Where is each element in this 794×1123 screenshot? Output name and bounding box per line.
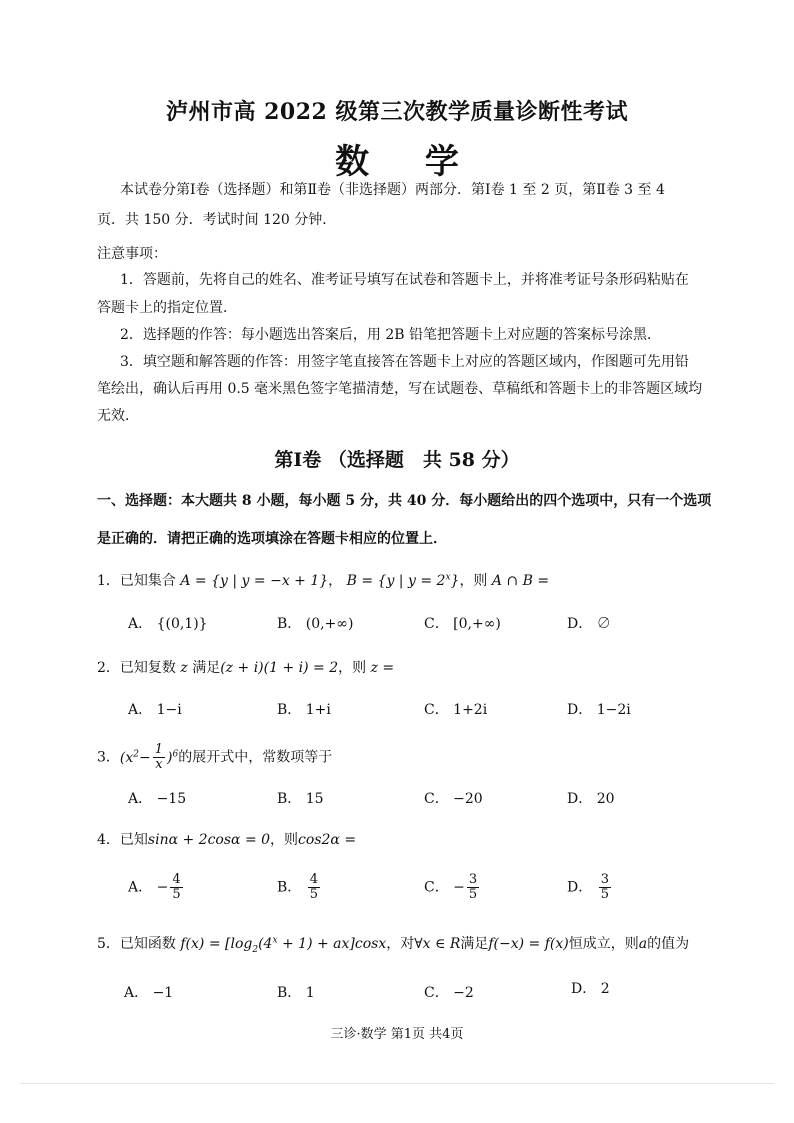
math-expression: A = {y | y = −x + 1} xyxy=(180,573,329,589)
notice-item-3: 3．填空题和解答题的作答：用签字笔直接答在答题卡上对应的答题区域内，作图题可先用铅 xyxy=(120,354,689,370)
option-a[interactable]: A． 1−i xyxy=(128,702,182,718)
option-a[interactable]: A． {(0,1)} xyxy=(128,616,208,632)
question-5: 5．已知函数 $f(x) = [\log_2(4^x + 1) + ax]\cos x$，对∀x ∈ R满足f(−x) = f(x)恒成立，则a的值为 xyxy=(97,935,690,955)
option-c[interactable]: C． −2 xyxy=(424,985,474,1001)
option-d[interactable]: D． 20 xyxy=(567,791,615,807)
option-d[interactable]: D． ∅ xyxy=(567,616,611,632)
question-number: 4． xyxy=(97,832,120,848)
fraction: $\frac{4}{5}$ xyxy=(309,872,319,902)
option-b[interactable]: B． 15 xyxy=(277,791,324,807)
page-footer: 三诊·数学 第1页 共4页 xyxy=(330,1027,464,1042)
option-b[interactable]: B． 1 xyxy=(277,985,315,1001)
option-b[interactable]: B． 1+i xyxy=(277,702,331,718)
fraction: $\frac{4}{5}$ xyxy=(172,872,181,902)
option-a[interactable]: A． − $\frac{4}{5}$ xyxy=(128,872,181,902)
question-1: 1．已知集合 A = {y | y = −x + 1}， B = {y | $y = 2^x$}，则 A ∩ B = xyxy=(97,572,550,589)
math-expression: ($x^2-$ $\frac{1}{x}$ )$^6$ xyxy=(119,742,179,772)
math-expression: (z + i)(1 + i) = 2 xyxy=(220,660,339,676)
question-2: 2．已知复数 z 满足(z + i)(1 + i) = 2，则 z = xyxy=(97,660,395,676)
option-d[interactable]: D． $\frac{3}{5}$ xyxy=(567,872,609,902)
option-d[interactable]: D． 2 xyxy=(571,981,610,997)
option-b[interactable]: B． $\frac{4}{5}$ xyxy=(277,872,319,902)
question-number: 3． xyxy=(97,749,120,766)
intro-line-1: 本试卷分第Ⅰ卷（选择题）和第Ⅱ卷（非选择题）两部分．第Ⅰ卷 1 至 2 页，第Ⅱ卷 3 至 4 xyxy=(120,182,665,198)
math-expression: z xyxy=(180,660,188,676)
scan-edge-divider xyxy=(20,1083,774,1084)
question-3: 3．($x^2-$ $\frac{1}{x}$ )$^6$的展开式中，常数项等于 xyxy=(97,742,333,772)
option-c[interactable]: C． − $\frac{3}{5}$ xyxy=(424,872,478,902)
math-expression: A ∩ B = xyxy=(491,573,550,589)
notice-item-1-cont: 答题卡上的指定位置． xyxy=(97,300,237,316)
intro-line-2: 页．共 150 分．考试时间 120 分钟． xyxy=(97,212,337,228)
question-number: 2． xyxy=(97,660,120,676)
notice-item-3-cont: 笔绘出，确认后再用 0.5 毫米黑色签字笔描清楚，写在试题卷、草稿纸和答题卡上的非答题区域均 xyxy=(97,381,703,397)
fraction: $\frac{1}{x}$ xyxy=(154,742,164,772)
notice-item-3-end: 无效． xyxy=(97,408,139,424)
question-number: 1． xyxy=(97,573,120,589)
section-instruction-2: 是正确的．请把正确的选项填涂在答题卡相应的位置上． xyxy=(97,531,447,547)
option-c[interactable]: C． [0,+∞) xyxy=(424,616,501,632)
exam-title: 泸州市高 2022 级第三次教学质量诊断性考试 xyxy=(165,99,629,125)
section-title: 第Ⅰ卷 （选择题 共 58 分） xyxy=(274,449,520,471)
math-expression: ∀x ∈ R xyxy=(414,936,461,952)
fraction: $\frac{3}{5}$ xyxy=(600,872,609,902)
option-a[interactable]: A． −15 xyxy=(128,791,187,807)
notice-heading: 注意事项： xyxy=(97,246,167,262)
option-d[interactable]: D． 1−2i xyxy=(567,702,631,718)
subject-title: 数 学 xyxy=(335,142,481,182)
math-expression: f(−x) = f(x) xyxy=(488,936,569,952)
notice-item-2: 2．选择题的作答：每小题选出答案后，用 2B 铅笔把答题卡上对应题的答案标号涂黑． xyxy=(120,327,662,343)
fraction: $\frac{3}{5}$ xyxy=(468,872,478,902)
question-number: 5． xyxy=(97,936,120,952)
math-expression: z = xyxy=(370,660,395,676)
section-instruction-1: 一、选择题：本大题共 8 小题，每小题 5 分，共 40 分．每小题给出的四个选项中，只有一个选项 xyxy=(97,493,712,509)
option-b[interactable]: B． (0,+∞) xyxy=(277,616,354,632)
option-c[interactable]: C． 1+2i xyxy=(424,702,488,718)
question-4: 4．已知sinα + 2cosα = 0，则cos2α = xyxy=(97,832,357,848)
math-expression: B = {y | $y = 2^x$} xyxy=(346,572,460,589)
option-a[interactable]: A． −1 xyxy=(124,985,174,1001)
notice-item-1: 1．答题前，先将自己的姓名、准考证号填写在试卷和答题卡上，并将准考证号条形码粘贴在 xyxy=(120,272,689,288)
math-expression: a xyxy=(638,936,648,952)
math-expression: $f(x) = [\log_2(4^x + 1) + ax]\cos x$ xyxy=(180,935,387,955)
math-expression: sinα + 2cosα = 0 xyxy=(147,832,271,848)
option-c[interactable]: C． −20 xyxy=(424,791,483,807)
math-expression: cos2α = xyxy=(298,832,357,848)
